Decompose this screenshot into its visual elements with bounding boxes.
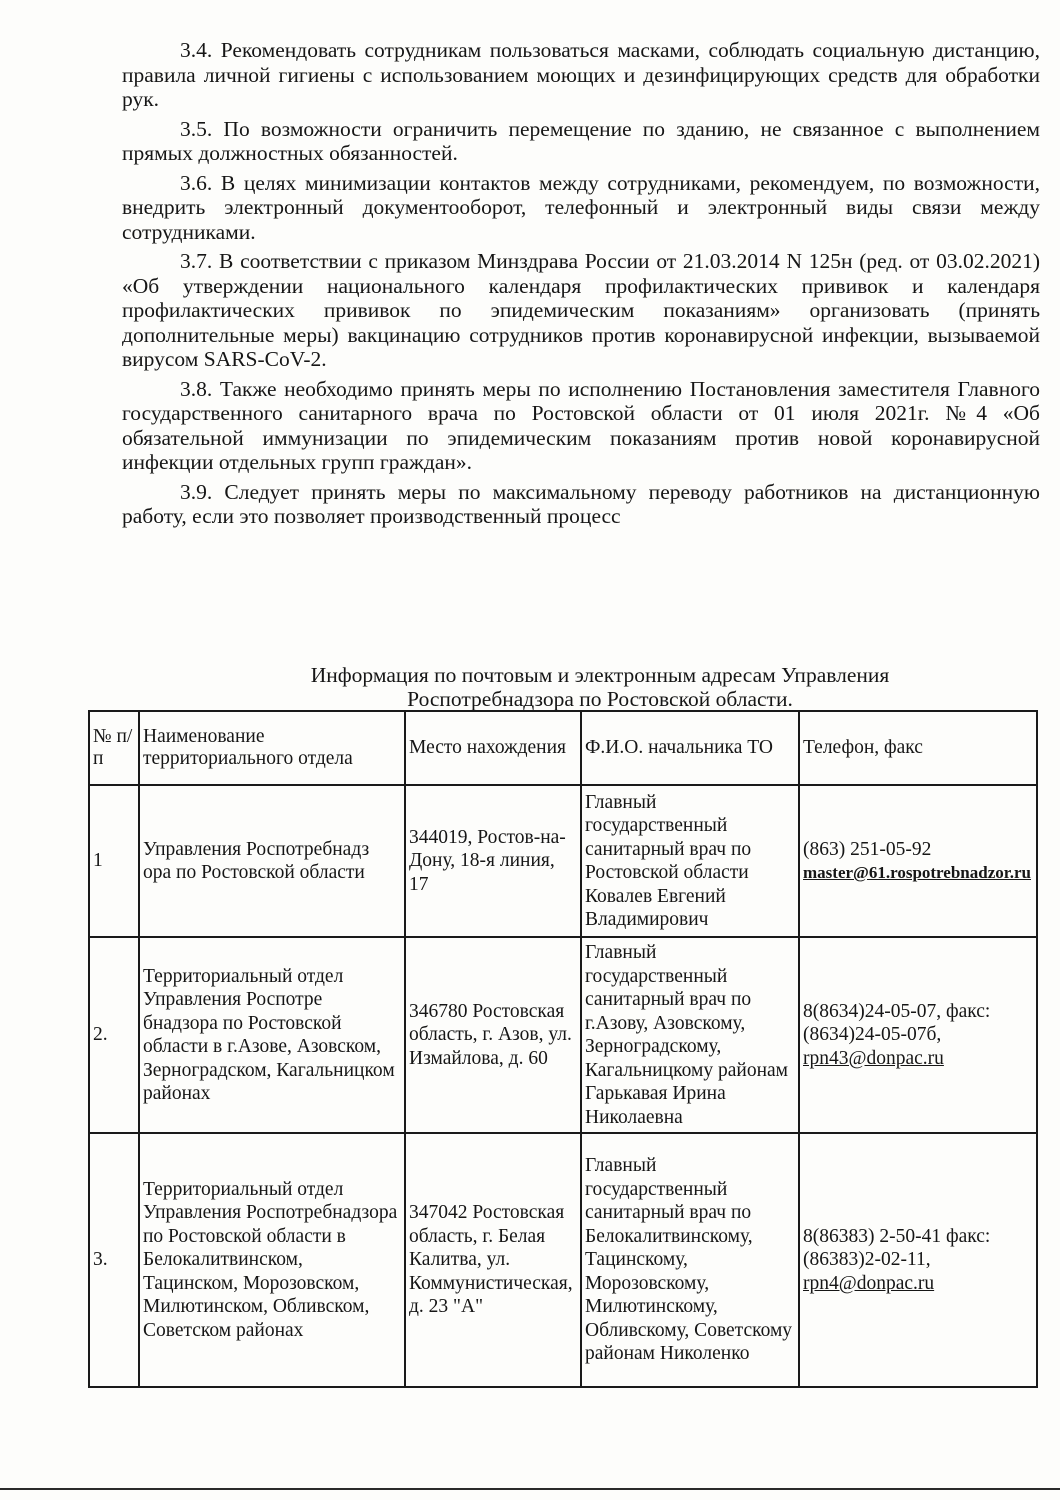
row-email-link[interactable]: rpn43@donpac.ru	[803, 1047, 944, 1069]
row-chief: Главный государственный санитарный врач по г.Азову, Азовскому, Зерноградскому, Кагальницкому районам Гарькавая Ирина Николаевна	[581, 937, 799, 1133]
header-num: № п/п	[89, 711, 139, 785]
body-text	[122, 38, 1040, 534]
header-chief: Ф.И.О. начальника ТО	[581, 711, 799, 785]
row-location: 346780 Ростовская область, г. Азов, ул. Измайлова, д. 60	[405, 937, 581, 1133]
table-row	[89, 1133, 1037, 1387]
table-title-line-2: Роспотребнадзора по Ростовской области.	[407, 687, 793, 711]
paragraph-3-4: 3.4. Рекомендовать сотрудникам пользоваться масками, соблюдать социальную дистанцию, правила личной гигиены с использованием моющих и дезинфицирующих средств для обработки рук.	[122, 38, 1040, 111]
paragraph-3-9: 3.9. Следует принять меры по максимальному переводу работников на дистанционную работу, если это позволяет производственный процесс	[122, 479, 1040, 528]
row-phone: 8(86383) 2-50-41 факс: (86383)2-02-11,	[803, 1225, 991, 1271]
table-row	[89, 937, 1037, 1133]
row-location: 344019, Ростов-на-Дону, 18-я линия, 17	[405, 785, 581, 937]
row-phone-cell	[799, 937, 1037, 1133]
page-bottom-edge-line	[0, 1488, 1060, 1490]
header-phone: Телефон, факс	[799, 711, 1037, 785]
table-row	[89, 785, 1037, 937]
row-name: Территориальный отдел Управления Роспотребнадзора по Ростовской области в Белокалитвинском, Тацинском, Морозовском, Милютинском, Обливском, Советском районах	[139, 1133, 405, 1387]
row-name: Управления Роспотребнадз ора по Ростовской области	[139, 785, 405, 937]
header-location: Место нахождения	[405, 711, 581, 785]
row-location: 347042 Ростовская область, г. Белая Калитва, ул. Коммунистическая, д. 23 "А"	[405, 1133, 581, 1387]
row-chief: Главный государственный санитарный врач по Ростовской области Ковалев Евгений Владимирович	[581, 785, 799, 937]
paragraph-3-7: 3.7. В соответствии с приказом Минздрава России от 21.03.2014 N 125н (ред. от 03.02.2021) «Об утверждении национального календаря профилактических прививок и календаря профилактических прививок по эпидемическим показаниям» организовать (принять дополнительные меры) вакцинацию сотрудников против коронавирусной инфекции, вызываемой вирусом SARS-CoV-2.	[122, 249, 1040, 371]
paragraph-3-6: 3.6. В целях минимизации контактов между сотрудниками, рекомендуем, по возможности, внедрить электронный документооборот, телефонный и электронный виды связи между сотрудниками.	[122, 170, 1040, 244]
row-num: 3.	[89, 1133, 139, 1387]
table-header-row	[89, 711, 1037, 785]
row-phone: (863) 251-05-92	[803, 838, 932, 860]
row-phone: 8(8634)24-05-07, факс: (8634)24-05-07б,	[803, 1000, 991, 1046]
row-chief: Главный государственный санитарный врач по Белокалитвинскому, Тацинскому, Морозовскому, Милютинскому, Обливскому, Советскому районам Николенко	[581, 1133, 799, 1387]
table-title	[200, 663, 1000, 711]
header-name: Наименование территориального отдела	[139, 711, 405, 785]
paragraph-3-5: 3.5. По возможности ограничить перемещение по зданию, не связанное с выполнением прямых должностных обязанностей.	[122, 116, 1040, 165]
row-phone-cell	[799, 785, 1037, 937]
address-table	[88, 710, 1038, 1388]
row-email-link[interactable]: rpn4@donpac.ru	[803, 1272, 935, 1294]
row-num: 2.	[89, 937, 139, 1133]
row-num: 1	[89, 785, 139, 937]
row-email-link[interactable]: master@61.rospotrebnadzor.ru	[803, 863, 1031, 882]
row-phone-cell	[799, 1133, 1037, 1387]
row-name: Территориальный отдел Управления Роспотре бнадзора по Ростовской области в г.Азове, Азовском, Зерноградском, Кагальницком районах	[139, 937, 405, 1133]
paragraph-3-8: 3.8. Также необходимо принять меры по исполнению Постановления заместителя Главного государственного санитарного врача по Ростовской области от 01 июля 2021г. №4 «Об обязательной иммунизации по эпидемическим показаниям против новой коронавирусной инфекции отдельных групп граждан».	[122, 376, 1040, 474]
table-title-line-1: Информация по почтовым и электронным адресам Управления	[310, 663, 890, 687]
